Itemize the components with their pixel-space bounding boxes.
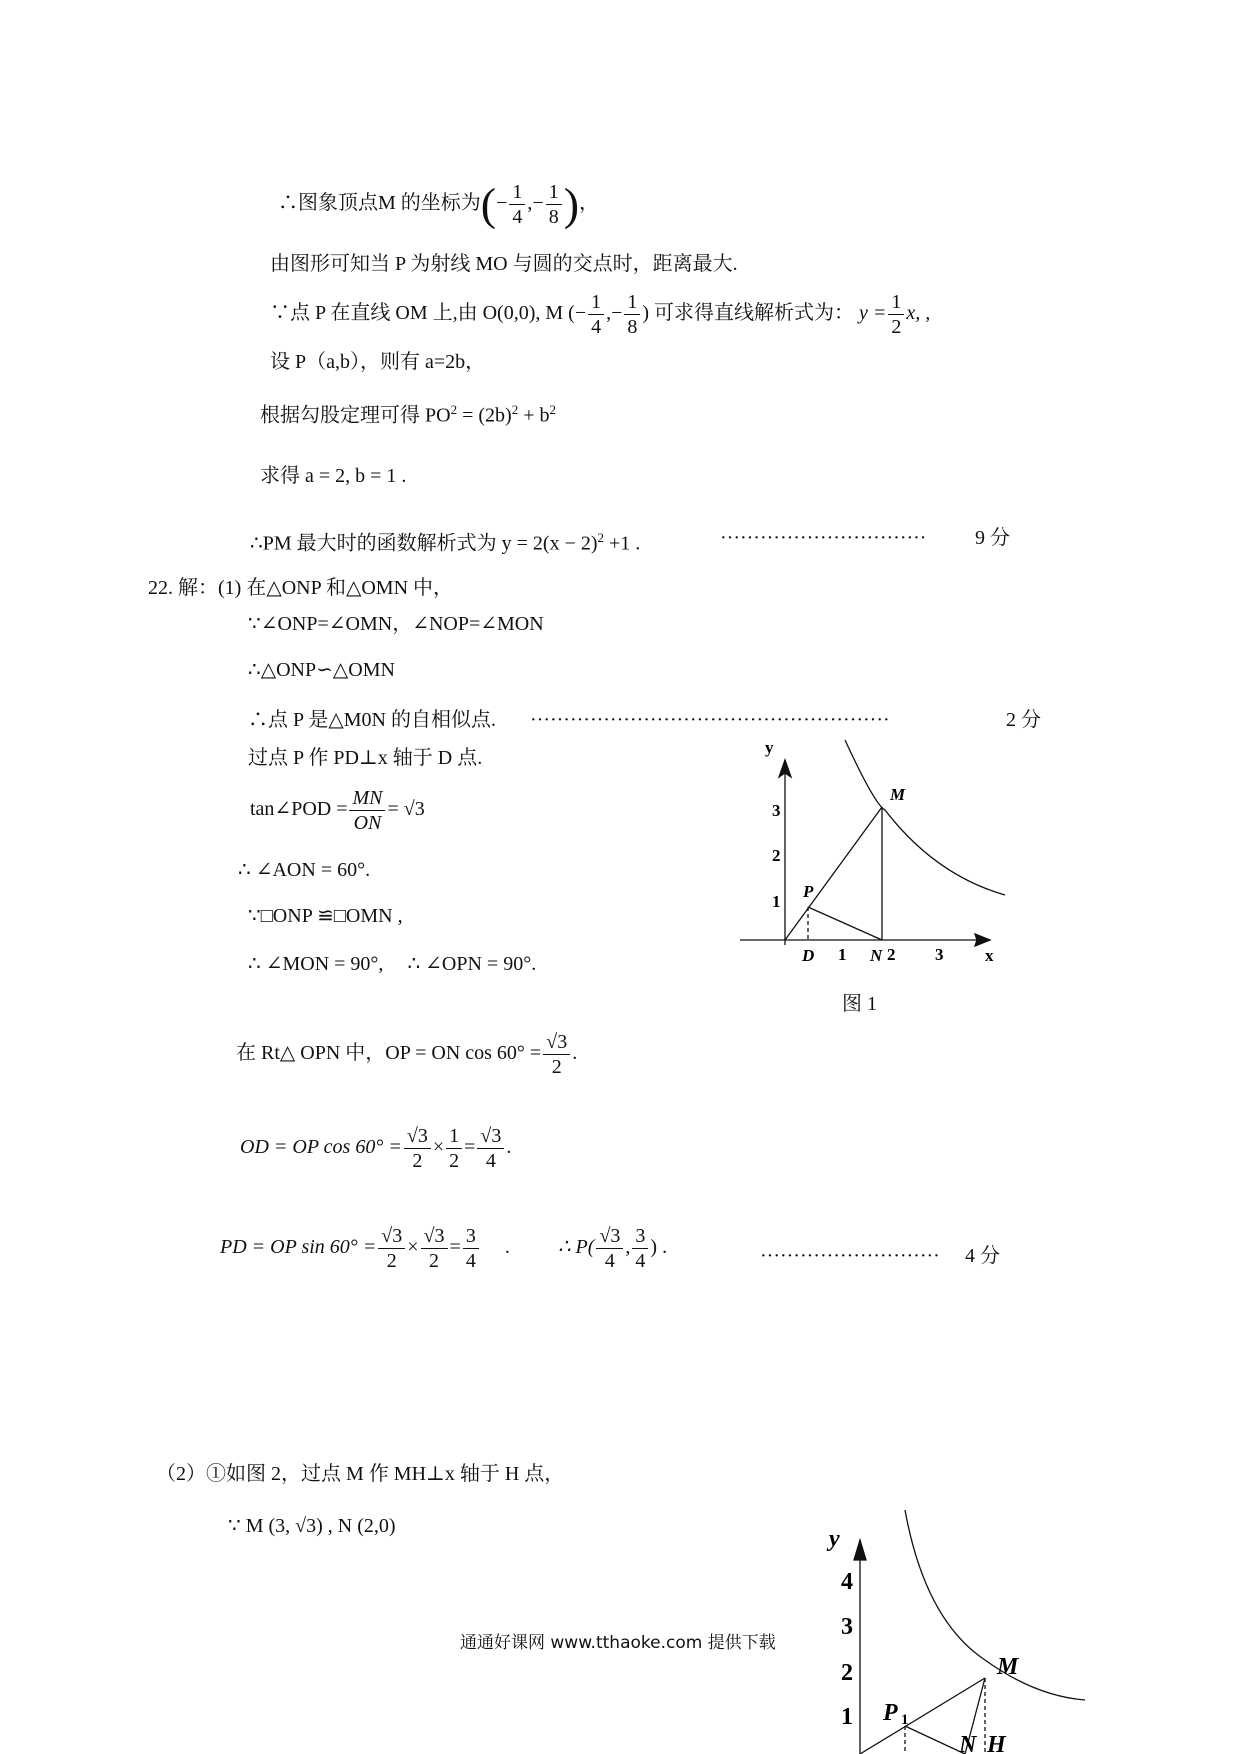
tick-y-1: 1: [841, 1704, 853, 1730]
fraction: $\frac{1}{8}$: [546, 180, 562, 229]
tick-y-3: 3: [772, 801, 781, 820]
y-arrow: [854, 1540, 866, 1560]
op-line: 在 Rt△ OPN 中，OP = ON cos 60° = $\frac{√3}{2}$ .: [236, 1031, 578, 1078]
figure-1: [735, 735, 1035, 1035]
label-p: P: [803, 882, 814, 901]
label-m: M: [997, 1654, 1019, 1680]
tick-y-4: 4: [841, 1569, 853, 1595]
self-similar-line: ∴点 P 是△M0N 的自相似点.: [248, 709, 496, 731]
tan-line: tan∠POD = $\frac{MN}{ON}$ = √3: [250, 787, 425, 834]
y-axis-label: y: [765, 738, 774, 757]
set-p-line: 设 P（a,b），则有 a=2b，: [270, 351, 486, 373]
tick-x-1: 1: [838, 945, 847, 964]
score-9: 9 分: [975, 527, 1010, 549]
score-4: 4 分: [965, 1245, 1000, 1267]
angle-equal-line: ∵∠ONP=∠OMN，∠NOP=∠MON: [248, 613, 544, 635]
dots: ···························: [760, 1245, 940, 1267]
part2-line: （2）①如图 2，过点 M 作 MH⊥x 轴于 H 点，: [156, 1463, 565, 1485]
score-2: 2 分: [1006, 709, 1041, 731]
hyperbola-curve: [845, 740, 1005, 895]
segment-om: [785, 807, 882, 940]
label-n: N: [959, 1732, 977, 1754]
similar-line: ∴△ONP∽△OMN: [248, 659, 395, 681]
label-n: N: [870, 946, 883, 965]
vertex-line: ∴图象顶点M 的坐标为(− $\frac{1}{4}$ ,− $\frac{1}{8}$ )，: [278, 178, 600, 230]
tick-y-2: 2: [841, 1660, 853, 1686]
footer-text: 通通好课网 www.tthaoke.com 提供下载: [460, 1633, 776, 1653]
x-arrow: [975, 934, 990, 946]
tick-x-3: 3: [935, 945, 944, 964]
od-line: OD = OP cos 60° = $\frac{√3}{2}$ × $\frac{1}{2}$ = $\frac{√3}{4}$ .: [240, 1125, 512, 1172]
pd-line: PD = OP sin 60° = $\frac{√3}{2}$ × $\frac{√3}{2}$ = $\frac{3}{4}$ . ∴ P( $\frac{√3}{4}$ , $\frac{3}{4}$ ) .: [220, 1225, 668, 1272]
text: ∴图象顶点M 的坐标为: [278, 192, 481, 215]
congruent-line: ∵□ONP ≌□OMN ,: [248, 905, 403, 927]
label-p1: P: [883, 1700, 898, 1726]
tick-x-2: 2: [887, 945, 896, 964]
problem-22-line: 22. 解：(1) 在△ONP 和△OMN 中，: [148, 577, 454, 599]
tick-y-1: 1: [772, 892, 781, 911]
figure-2: [815, 1510, 1095, 1754]
label-d: D: [802, 946, 815, 965]
label-m: M: [890, 785, 906, 804]
hyperbola-curve: [905, 1510, 1085, 1700]
angle-aon-line: ∴ ∠AON = 60°.: [238, 859, 371, 881]
dots: ······················································: [530, 709, 890, 731]
label-h: H: [987, 1732, 1006, 1754]
function-line: ∴PM 最大时的函数解析式为 $y = 2(x - 2)^2 +1$ .: [250, 530, 641, 555]
dots: ·······························: [720, 527, 927, 549]
tick-y-3: 3: [841, 1614, 853, 1640]
angle-mon-line: ∴ ∠MON = 90°, ∴ ∠OPN = 90°.: [248, 953, 537, 975]
tick-y-2: 2: [772, 846, 781, 865]
line-equation-line: ∵点 P 在直线 OM 上,由 O(0,0), M (− $\frac{1}{4}$ ,− $\frac{1}{8}$ ) 可求得直线解析式为： y = $\frac{1}{2}$ x, ,: [270, 291, 931, 338]
y-axis-label: y: [829, 1526, 840, 1552]
max-distance-line: 由图形可知当 P 为射线 MO 与圆的交点时，距离最大.: [270, 253, 738, 275]
solve-line: 求得 a = 2, b = 1 .: [260, 465, 407, 487]
coords-line: ∵ M (3, √3) , N (2,0): [228, 1515, 396, 1537]
x-axis-label: x: [985, 946, 994, 965]
label-p1-subscript: 1: [901, 1712, 909, 1728]
segment-pn: [808, 907, 882, 940]
segment-p1n: [905, 1726, 965, 1754]
fraction: $\frac{1}{4}$: [509, 180, 525, 229]
perpendicular-line: 过点 P 作 PD⊥x 轴于 D 点.: [248, 747, 483, 769]
figure-1-caption: 图 1: [842, 993, 877, 1015]
pythagoras-line: 根据勾股定理可得 $PO^2 = (2b)^2 + b^2$: [260, 402, 556, 427]
